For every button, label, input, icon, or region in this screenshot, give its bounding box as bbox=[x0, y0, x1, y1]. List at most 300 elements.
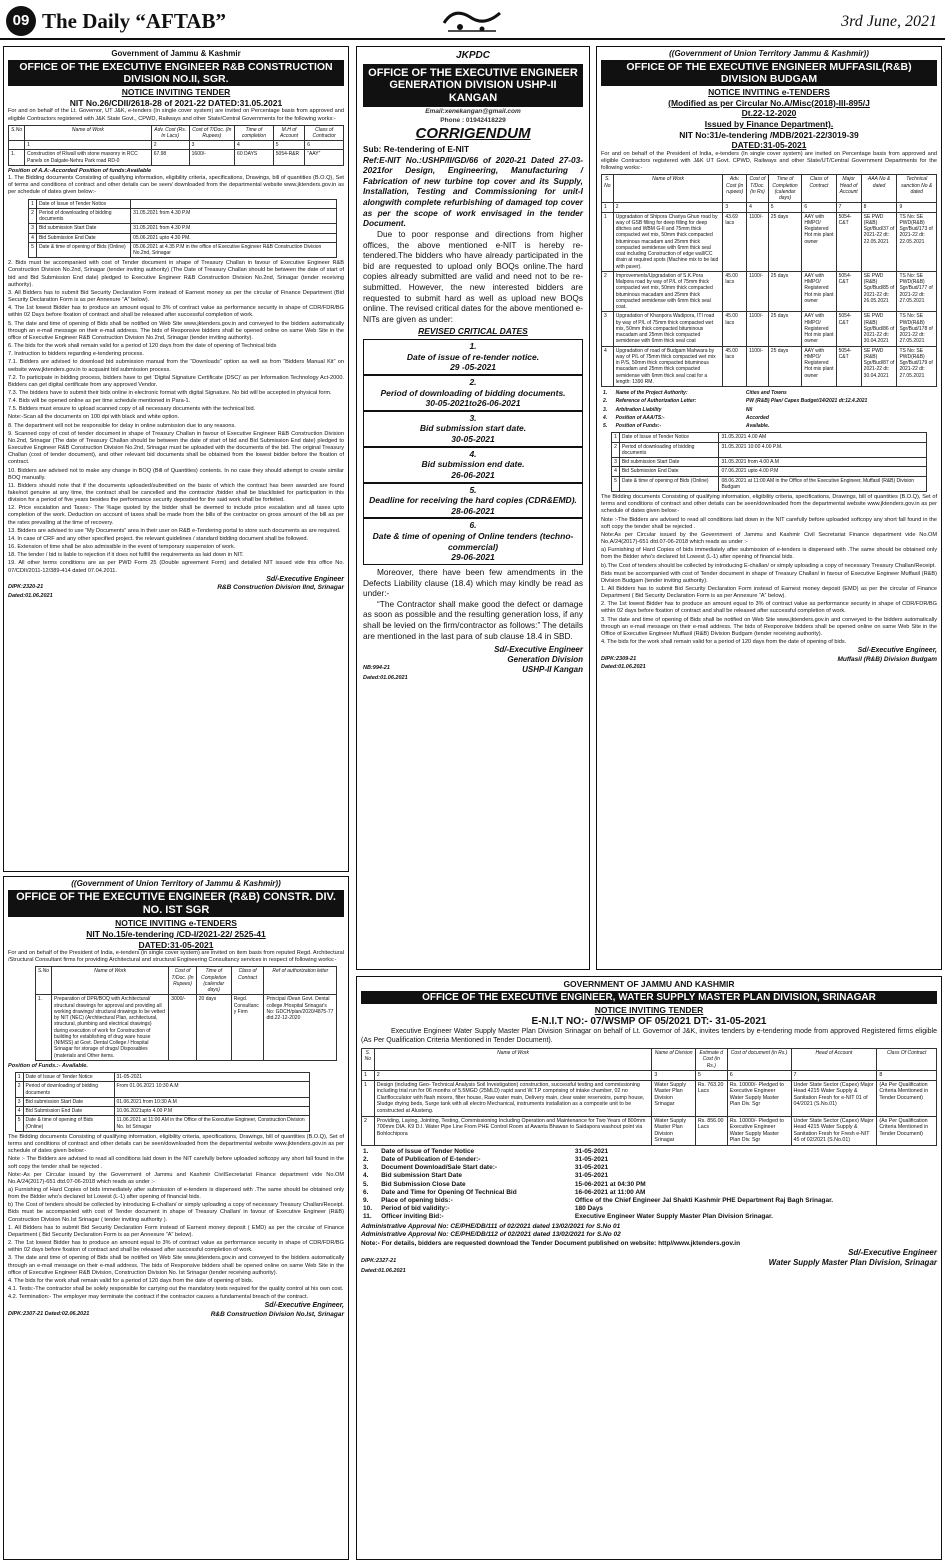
newspaper-title: The Daily “AFTAB” bbox=[42, 9, 226, 33]
column-header: Adv. Cost (Rs. In Lacs) bbox=[151, 125, 189, 141]
table-cell: 31.05.2021 from 4.30 P.M bbox=[131, 224, 337, 233]
office-title: OFFICE OF THE EXECUTIVE ENGINEER GENERATION DIVISION USHP-II KANGAN bbox=[363, 64, 583, 108]
table-cell: Bid submission Start Date bbox=[619, 458, 719, 467]
table-row bbox=[601, 406, 937, 414]
table-cell: 2 bbox=[362, 1116, 375, 1145]
paragraph: 12. Price escalation and Taxes:- The %age quoted by the bidder shall be deemed to include price escalation and all taxes upto completion of the work. Deduction on account of taxes shall be made from the bills of the contractor on gross amount of the bill as per the rates prevailing at the time of recovery. bbox=[8, 505, 344, 526]
paragraph: 7.1. Bidders are advised to download bid submission manual from the “Downloads” option as well as from “Bidders Manual Kit” on website www.jktenders.gov.in to acquaint bid submission process. bbox=[8, 359, 344, 373]
table-cell: 4 bbox=[612, 467, 620, 476]
column-header: Cost of document (in Rs.) bbox=[727, 1049, 791, 1071]
table-cell: Rs. 10000/- Pledged to Executive Engineer Water Supply Master Plan Div. Sgr bbox=[727, 1080, 791, 1116]
table-cell: 60 DAYS bbox=[235, 150, 274, 166]
table-cell: Bid Submission End Date bbox=[23, 1107, 114, 1116]
nb-number: NB:994-21 bbox=[363, 665, 390, 672]
revised-date-value: 29-06-2021 bbox=[451, 552, 495, 563]
subject-line: Sub: Re-tendering of E-NIT bbox=[363, 144, 470, 155]
government-line: Government of Jammu & Kashmir bbox=[111, 49, 241, 58]
notice-intro: Executive Engineer Water Supply Master Plan Division Srinagar on behalf of Lt. Governor of J&K, invites tenders by e-tendering mode from approved Registered firms eligible (As Per Qualification Criteria Mentioned in Tender Document). bbox=[361, 1028, 937, 1045]
paragraph: 16. Extension of time shall be also admissible in the event of temporary suspension of work. bbox=[8, 544, 236, 551]
info-cell: Cities and Towns bbox=[745, 390, 787, 397]
table-cell: SE PWD (R&B) Sgr/Bud/37 of 2021-22 dt: 22.05.2021 bbox=[861, 212, 897, 271]
column-header: Ref of authorization letter bbox=[264, 967, 337, 995]
table-row bbox=[15, 1082, 310, 1098]
table-row bbox=[361, 1181, 937, 1189]
dipk-number: DIPK:2320-21 bbox=[8, 584, 44, 591]
table-cell: 31.05.2021 from 4.30 P.M bbox=[131, 208, 337, 224]
table-row bbox=[361, 1172, 937, 1180]
paragraph: 14. In case of CRF and any other specified project. the relevant guidelines / standard bidding document shall be followed. bbox=[8, 535, 309, 542]
notice-intro: For and on behalf of the President of India, e-tenders (in single cover system) are invited on item basis from reputed Regd. Architectural /Structural Consultant firms for providing Architectural and structural Engineering Consultancy services in respect of following works:- bbox=[8, 950, 344, 964]
notice-intro: For and on behalf of the Lt. Governor, UT J&K, e-tenders (In single cover system) are invited on Percentage basis from approved and eligible Contractors registered with J&K State Govt., CPWD, Railways and other State/Central Governments for the following works:- bbox=[8, 108, 344, 122]
table-cell: Date & time of opening of Bids (Online) bbox=[23, 1116, 114, 1132]
notice-dated: Dated:01.06.2021 bbox=[601, 664, 646, 671]
table-cell: 3 bbox=[612, 458, 620, 467]
table-cell: 31.05.2021 from 4.00 A.M bbox=[719, 458, 926, 467]
table-cell: Upgradation of Khanpora Wadipora, ITI road by way of P/L of 75mm thick compacted wet mix, 50mm thick compacted bituminous macadam and 25mm thick compacted semidense with 6mm thick seal coat bbox=[613, 312, 723, 346]
table-cell: SE PWD (R&B) Sgr/Bud/85 of 2021-22 dt: 26.05.2021 bbox=[861, 271, 897, 312]
table-cell: Water Supply Master Plan Division Srinagar bbox=[652, 1116, 695, 1145]
date-cell: 15-06-2021 at 04:30 PM bbox=[574, 1180, 646, 1188]
table-row bbox=[602, 212, 937, 271]
signatory-location: USHP-II Kangan bbox=[522, 665, 583, 675]
revised-date-label: 3. bbox=[469, 412, 477, 423]
project-info bbox=[601, 389, 937, 430]
table-cell: 2 bbox=[29, 208, 37, 224]
table-cell: 3 bbox=[29, 224, 37, 233]
date-cell: Date of Issue of Tender Notice bbox=[381, 1148, 475, 1155]
notice-body bbox=[8, 260, 344, 574]
table-cell: Rs. 856.00 Lacs bbox=[695, 1116, 727, 1145]
notice-title: NOTICE INVITING e-TENDERS bbox=[115, 918, 237, 929]
revised-date-box bbox=[363, 518, 583, 565]
nit-number: E-N.I.T NO:- 07/WSMP OF 05/2021 DT:- 31-05-2021 bbox=[531, 1015, 767, 1027]
paragraph: 9. Scanned copy of cost of tender document in shape of Treasury Challan in favour of Executive Engineer R&B Construction Division No.2nd, Srinagar (The date of Treasury Challan should be between the date of start of bid and Bid Submission End date) pledged to Executive Engineer R&B Construction Division No.2nd, Srinagar must be uploaded with the documents of the bid. The original Treasury Challan (cost of tender document), and other relevant bid documents shall be obtained from the lowest bidder before the fixation of contract. bbox=[8, 430, 344, 466]
column-number: 2 bbox=[613, 203, 723, 212]
paragraph: a) Furnishing of Hard Copies of bids immediately after submission of e-tenders is dispensed with .The same should be obtained only from the Bidder who's declared Ist Lowest (L-1) after opening of financial bids. bbox=[8, 1186, 344, 1201]
table-cell: Date of Issue of Tender Notice bbox=[36, 199, 130, 208]
modification-line-2: Dt.22-12-2020 bbox=[741, 108, 797, 119]
notice-title: NOTICE INVITING TENDER bbox=[594, 1005, 704, 1016]
table-cell: Preparation of DPR/BOQ with Architectural/ structural drawings for approval and providing all working drawings/ structural drawings to be vetted by NIT (NEC) (Architectural Plan, architectural, structural, plumbing and electrical drawings) during execution of work for Construction of building for establishing of drug ware house (NIMSS) at Govt. Dental College / Hospital Srinagar for storage of drugs/ Disposables (materials and Other items. bbox=[52, 995, 169, 1061]
column-header: Name of Division bbox=[652, 1049, 695, 1071]
notice-dated: Dated:01.06.2021 bbox=[361, 1268, 406, 1275]
table-cell: 5054-R&R bbox=[273, 150, 305, 166]
table-row bbox=[361, 1205, 937, 1213]
table-cell: 1 bbox=[15, 1073, 23, 1082]
date-cell: 6. bbox=[363, 1188, 369, 1196]
table-cell: 45.00 lacs bbox=[723, 271, 747, 312]
notice-title: NOTICE INVITING e-TENDERS bbox=[708, 87, 830, 98]
date-cell: Date of Publication of E-tender:- bbox=[381, 1156, 481, 1164]
column-number: 1 bbox=[25, 141, 152, 150]
paragraph: 4. The bids for the work shall remain valid for a period of 120 days from the date of opening of bids. bbox=[8, 1277, 254, 1284]
table-cell: 31.05.2021 4.00 AM bbox=[719, 433, 926, 442]
paragraph: 7. Instruction to bidders regarding e-tendering process. bbox=[8, 351, 144, 358]
table-cell: AAY with HMPO/ Registered Hot mix plant owner bbox=[802, 271, 836, 312]
column-header: Head of Account bbox=[791, 1049, 877, 1071]
table-cell: 20 days bbox=[196, 995, 231, 1061]
table-cell: Rs. 763.20 Lacs bbox=[695, 1080, 727, 1116]
modification-line-1: (Modified as per Circular No.A/Misc(2018)-III-895/J bbox=[668, 97, 870, 108]
table-row bbox=[29, 242, 337, 258]
table-cell: 45.00 lacs bbox=[723, 312, 747, 346]
paragraph: 5. The date and time of opening of Bids shall be notified on Web Site www.jktenders.gov.in and conveyed to the bidders automatically through an e-mail message on their e-mail address. The bids of Responsive bidders shall be opened online on same Web Site in the office of Executive Engineer R&B Construction Division No.2nd, Srinagar (tender inviting authority). bbox=[8, 320, 344, 341]
table-cell: 5054- C&T bbox=[836, 346, 861, 387]
column-header: Adv. Cost (in rupees) bbox=[723, 175, 747, 203]
revised-date-box bbox=[363, 411, 583, 447]
column-header: Name of Work bbox=[613, 175, 723, 203]
table-cell: 1. bbox=[9, 150, 25, 166]
revised-date-label: Period of downloading of bidding documents. bbox=[380, 387, 566, 398]
schedule-table bbox=[611, 432, 927, 492]
table-cell: Date of Issue of Tender Notice bbox=[619, 433, 719, 442]
column-number: 5 bbox=[695, 1070, 727, 1080]
revised-date-box bbox=[363, 447, 583, 483]
table-cell: 05.06.2021 at 4.35 P.M in the office of Executive Engineer R&B Construction Division No.2nd, Srinagar bbox=[131, 242, 337, 258]
table-row bbox=[362, 1116, 937, 1145]
table-cell: 3000/- bbox=[169, 995, 196, 1061]
table-cell: 5054- C&T bbox=[836, 212, 861, 271]
table-cell: Bid submission Start Date bbox=[23, 1097, 114, 1106]
revised-date-value: 30-05-2021 bbox=[451, 434, 495, 445]
column-header: Cost of T/Doc. (In Rupees) bbox=[169, 967, 196, 995]
table-cell: TS No: SE PWD(R&B) Sgr/Bud/177 of 2021-22 dt: 27.05.2021 bbox=[897, 271, 937, 312]
revised-date-label: Bid submission end date. bbox=[421, 459, 525, 470]
date-cell: 2. bbox=[363, 1156, 369, 1164]
column-header: Name of Work bbox=[374, 1049, 652, 1071]
column-number: 8 bbox=[877, 1070, 937, 1080]
table-row bbox=[361, 1148, 937, 1156]
table-cell: Upgradation of road of Budgam Mahwara by way of P/L of 75mm thick compacted wet mix in P/S, 50mm thick compacted bituminous macadam and 25mm thick compacted semidense with 6mm thick seal coat for a length: 1390 RM. bbox=[613, 346, 723, 387]
column-header: Cost of T/Doc. (in Rs) bbox=[747, 175, 769, 203]
schedule-table bbox=[28, 199, 337, 259]
paragraph: Note :- The Bidders are advised to read all conditions laid down in the NIT carefully before uploaded softcopy any short fall found in the soft copy the tender shall be rejected . bbox=[8, 1156, 344, 1170]
dipk-number: DIPK:2309-21 bbox=[601, 655, 637, 662]
paragraph: Note:-Scan all the documents on 100 dpi with black and white option. bbox=[8, 414, 180, 421]
page-number: 09 bbox=[6, 6, 36, 36]
info-cell: Name of the Project Authority: bbox=[615, 390, 688, 397]
paragraph: 4. The 1st lowest Bidder has to produce an amount equal to 3% of contract value as performance security in shape of CDR/FDR/BG within 02 Days before fixation of contract and shall be released after successful completion of work. bbox=[8, 305, 344, 319]
paragraph: 7.5. Bidders must ensure to upload scanned copy of all necessary documents with the technical bid. bbox=[8, 406, 256, 413]
info-cell: 4. bbox=[603, 414, 608, 421]
table-row bbox=[362, 1080, 937, 1116]
table-cell: TS No: SE PWD(R&B) Sgr/Bud/178 of 2021-22 dt: 27.05.2021 bbox=[897, 312, 937, 346]
table-cell: From 01.06.2021 10:30 A.M bbox=[114, 1082, 310, 1098]
column-number: 3 bbox=[189, 141, 234, 150]
revised-date-label: 5. bbox=[469, 484, 477, 495]
date-cell: 31-05-2021 bbox=[574, 1156, 609, 1164]
paragraph: 11. Bidders should note that if the documents uploaded/submitted on the basis of which the contract has been awarded are found fake/not genuine at any time, the contract shall be cancelled and the contractor /bidder shall be blacklisted for participation in this division for a period of five years besides the performance security deposited for the said work shall be forfeited. bbox=[8, 482, 344, 504]
tender-notice-muffasil-budgam bbox=[596, 46, 942, 970]
column-number: 4 bbox=[235, 141, 274, 150]
signatory-division: Generation Division bbox=[507, 655, 583, 665]
table-row bbox=[361, 1164, 937, 1172]
revised-date-value: 26-06-2021 bbox=[451, 469, 495, 480]
date-cell: Bid submission Start Date bbox=[381, 1172, 463, 1180]
table-cell: 01.06.2021 from 10:30 A.M bbox=[114, 1097, 310, 1106]
column-header: Name of Work bbox=[25, 125, 152, 141]
date-cell: 16-06-2021 at 11:00 AM bbox=[574, 1188, 646, 1196]
table-row bbox=[612, 476, 927, 492]
table-cell: 4 bbox=[29, 233, 37, 242]
table-cell: 1 bbox=[612, 433, 620, 442]
date-cell: Bid Submission Close Date bbox=[381, 1180, 466, 1188]
date-cell: Period of bid validity:- bbox=[381, 1204, 450, 1212]
table-cell: 11.06.2021 at 11:00 AM in the Office of the Executive Engineer, Construction Division No. Ist Srinagar bbox=[114, 1116, 310, 1132]
column-header: Cost of T/Doc. (In Rupees) bbox=[189, 125, 234, 141]
table-cell: 25 days bbox=[768, 212, 802, 271]
date-cell: 5. bbox=[363, 1180, 369, 1188]
table-cell: Under State Sector (Capex) Major Head 4215 Water Supply & Sanitation Fresh for e-NIT 01 of 04/2021 (S.No.01) bbox=[791, 1080, 877, 1116]
column-number: 5 bbox=[273, 141, 305, 150]
table-cell: Regd. Consultanc y Firm bbox=[231, 995, 264, 1061]
column-header: S. No bbox=[602, 175, 614, 203]
admin-approval-1: Administrative Approval No: CE/PHE/DB/111 of 02/2021 dated 13/02/2021 for S.No 01 bbox=[361, 1223, 621, 1231]
signatory-office: Muffasil (R&B) Division Budgam bbox=[837, 655, 937, 663]
table-cell: 31.05.2021 10:00 4.00 P.M. bbox=[719, 442, 926, 458]
date-cell: Date and Time for Opening Of Technical Bid bbox=[381, 1188, 517, 1196]
notice-intro: For and on behalf of the President of India, e-tenders (In single cover system) are invited on Percentage basis from approved and eligible Contractors registered with J&K UT Govt. CPWD, Railways and other State/UT/Central Government Departments for the following works:- bbox=[601, 150, 937, 172]
column-header: AAA No & dated bbox=[861, 175, 897, 203]
office-email: Email:xenekangan@gmail.com bbox=[425, 108, 521, 116]
paragraph: 1. All Bidders has to submit Bid Security Declaration Form instead of Earnest money deposit (EMD) as per the circular of Finance Department ( Bid Security Declaration Form is as per Annexure “A” below). bbox=[601, 585, 937, 600]
table-cell: 05.06.2021 upto 4.30 PM. bbox=[131, 233, 337, 242]
table-cell: 1 bbox=[602, 212, 614, 271]
paragraph: 4.1. Tests:-The contractor shall be solely responsible for carrying out the mandatory tests required for the quality control at his own cost. bbox=[8, 1286, 344, 1292]
revised-dates-list bbox=[363, 339, 583, 565]
table-row bbox=[29, 199, 337, 208]
date-cell: 9. bbox=[363, 1196, 369, 1204]
table-cell: TS No: SE PWD(R&B) Sgr/Bud/173 of 2021-22 dt: 22.05.2021 bbox=[897, 212, 937, 271]
column-header: S.No bbox=[9, 125, 25, 141]
paragraph: 8. The department will not be responsible for delay in online submission due to any reasons. bbox=[8, 422, 236, 429]
table-cell: 2 bbox=[612, 442, 620, 458]
paragraph: 13. Bidders are advised to use “My Documents” area in their user on R&B e-Tendering portal to store such documents as are required. bbox=[8, 527, 341, 534]
table-cell: Rs. 10000/- Pledged to Executive Engineer Water Supply Master Plan Div. Sgr bbox=[727, 1116, 791, 1145]
date-cell: 31-05-2021 bbox=[574, 1148, 609, 1155]
table-cell: (As Per Qualification Criteria Mentioned in Tender Document) bbox=[877, 1080, 937, 1116]
table-cell: Period of downloading of bidding documents bbox=[23, 1082, 114, 1098]
masthead-logo-icon bbox=[440, 3, 504, 37]
table-cell: Date of Issue of Tender Notice bbox=[23, 1073, 114, 1082]
paragraph: 1. All Bidders has to submit Bid Security Declaration Form instead of Earnest money deposit ( EMD) as per the circular of Finance Department ( Bid Security Declaration Form is as per Annexure “A” below). bbox=[8, 1224, 344, 1238]
table-cell: Date & time of opening of Bids (Online) bbox=[619, 476, 719, 492]
table-cell: 1600/- bbox=[189, 150, 234, 166]
schedule-intro: 1. The Bidding documents Consisting of qualifying information, eligibility criteria, specifications, Drawings, bill of quantities (B.O.Q), Set of terms and conditions of contract and other details can be seen/ downloaded from the departmental website www.jktenders.gov.in as per schedule of dates given below:- bbox=[8, 175, 344, 196]
notice-dated: Dated:01.06.2021 bbox=[363, 675, 408, 682]
office-phone: Phone : 01942418229 bbox=[440, 116, 506, 124]
schedule-table bbox=[15, 1072, 311, 1132]
table-cell: Under State Sector (Capex) Major Head 4215 Water Supply & Sanitation Fresh for Fresh e-NIT 45 of 02/2021 (S.No.01) bbox=[791, 1116, 877, 1145]
works-table bbox=[35, 966, 337, 1061]
column-number: 1 bbox=[602, 203, 614, 212]
column-number: 3 bbox=[652, 1070, 695, 1080]
info-cell: 2. bbox=[603, 398, 608, 405]
revised-date-value: 29 -05-2021 bbox=[450, 362, 496, 373]
signatory-office: R&B Construction Division No.Ist, Srinagar bbox=[210, 1311, 344, 1319]
table-cell: 08.06.2021 at 11:00 AM in the Office of the Executive Engineer, Muffasil (R&B) Division Budgam bbox=[719, 476, 926, 492]
date-cell: 10. bbox=[363, 1204, 373, 1212]
paragraph: 2. The 1st lowest Bidder has to produce an amount equal to 3% of contract value as performance security in shape of CDR/FDR/BG within 02 days before fixation of contract and shall be released after successful completion of work. bbox=[8, 1240, 344, 1254]
signatory: Sd/-Executive Engineer bbox=[266, 575, 344, 583]
revised-date-label: 6. bbox=[469, 520, 477, 531]
paragraph: b) The Cost of tenders should be collected by introducing E-challan/ or simply uploading a copy of necessary Treasury Challan/Receipt. Bids must be accompanied with cost of Tender document in shape of Treasury Challan/ in favour of Executive Engineer (R&B) Construction Division No.Ist Srinagar ( tender inviting authority ). bbox=[8, 1202, 344, 1223]
office-title: OFFICE OF THE EXECUTIVE ENGINEER, WATER SUPPLY MASTER PLAN DIVISION, SRINAGAR bbox=[361, 991, 937, 1005]
jkpdc-logo: JKPDC bbox=[456, 50, 490, 61]
column-header: Class of Contract bbox=[231, 967, 264, 995]
table-row bbox=[15, 1097, 310, 1106]
paragraph: 4. The bids for the work shall remain valid for a period of 120 days from the date of opening of bids. bbox=[601, 639, 847, 646]
paragraph: 10. Bidders are advised not to make any change in BOQ (Bill of Quantities) contents. In no case they should attempt to create similar BOQ manually. bbox=[8, 467, 344, 481]
table-cell: 1100/- bbox=[747, 271, 769, 312]
column-number-row bbox=[602, 203, 937, 212]
corrigendum-body: Due to poor response and directions from higher offices, the above mentioned e-NIT is hereby re-tendered.The bidders who have already participated in the bid are requested to upload only BOQs online.The hard copies already submitted are valid and need not to be re-submitted. However, the new interested bidders are requested to submit hard as well as upload new BOQs online. The revised critical dates for the above mentioned e-NITs are given as under: bbox=[363, 228, 583, 324]
date-cell: Office of the Chief Engineer Jal Shakti Kashmir PHE Department Raj Bagh Srinagar. bbox=[574, 1196, 834, 1204]
column-header: Class Of Contract bbox=[877, 1049, 937, 1071]
government-line: GOVERNMENT OF JAMMU AND KASHMIR bbox=[563, 979, 735, 989]
paragraph: 7.4. Bids will be opened online as per time schedule mentioned in Para-1. bbox=[8, 398, 191, 405]
paragraph: Note:As per Circular issued by the Government of Jammu and Kashmir Civil Secretariat Finance department vide No.OM No.A/24(2017)-651 dtd.07-06-2018 which reads as under :- bbox=[601, 531, 937, 546]
dipk-number: DIPK:2307-21 Dated:02.06.2021 bbox=[8, 1311, 90, 1318]
signatory: Sd/-Executive Engineer, bbox=[857, 647, 937, 655]
column-header: Major Head of Account bbox=[836, 175, 861, 203]
table-cell bbox=[131, 199, 337, 208]
government-line: ((Government of Union Territory of Jammu & Kashmir)) bbox=[71, 879, 281, 888]
date-cell: Place of opening bids:- bbox=[381, 1196, 453, 1204]
column-number: 9 bbox=[897, 203, 937, 212]
issue-date: 3rd June, 2021 bbox=[841, 13, 937, 30]
table-cell: Bid Submission End Date bbox=[619, 467, 719, 476]
info-cell: Available. bbox=[745, 423, 770, 430]
paragraph: 4.2. Termination:- The employer may terminate the contract if the contractor causes a fundamental breach of the contract. bbox=[8, 1294, 309, 1301]
column-number-row bbox=[362, 1070, 937, 1080]
column-header: Class of Contractor bbox=[305, 125, 344, 141]
column-number: 7 bbox=[836, 203, 861, 212]
revised-date-value: 28-06-2021 bbox=[451, 505, 495, 516]
works-table bbox=[361, 1048, 937, 1146]
paragraph: 2. Bids must be accompanied with cost of Tender document in shape of Treasury Challan in favour of Executive Engineer R&B Construction Division No.2nd, Srinagar (tender inviting authority) (The Date of Treasury Challan should be between the date of start of bid and Bid Submission End date) pledged to Executive Engineer R&B Construction Division No.2nd, Srinagar (tender receiving authority). bbox=[8, 260, 344, 288]
table-cell bbox=[9, 141, 25, 150]
table-cell: 31-05-2021 bbox=[114, 1073, 310, 1082]
table-row bbox=[15, 1107, 310, 1116]
table-row bbox=[612, 433, 927, 442]
paragraph: 3. All Bidders has to submit Bid Security Declaration Form instead of Earnest money as per the circular of Finance Department (Bid Security Declaration Form is as per Annexure “A” below). bbox=[8, 289, 344, 304]
admin-approval-2: Administrative Approval No: CE/PHE/DB/112 of 02/2021 dated 13/02/2021 for S.No 02 bbox=[361, 1231, 621, 1239]
funds-position: Position of Funds.:- Available. bbox=[8, 1062, 88, 1069]
column-number: 2 bbox=[374, 1070, 652, 1080]
nit-number: NIT No:31/e-tendering /MDB/2021-22/3019-39 bbox=[679, 129, 859, 140]
dipk-number: DIPK:2327-21 bbox=[361, 1258, 397, 1265]
table-cell: 5 bbox=[612, 476, 620, 492]
signatory-office: R&B Construction Division IInd, Srinagar bbox=[217, 584, 344, 592]
revised-date-value: 30-05-2021to26-06-2021 bbox=[425, 398, 521, 409]
table-row bbox=[602, 312, 937, 346]
table-cell: 5 bbox=[15, 1116, 23, 1132]
table-row bbox=[15, 1116, 310, 1132]
date-cell: 4. bbox=[363, 1172, 369, 1180]
table-cell: 1 bbox=[29, 199, 37, 208]
revised-date-label: Deadline for receiving the hard copies (CDR&EMD). bbox=[369, 495, 577, 506]
table-cell: 2 bbox=[15, 1082, 23, 1098]
download-note: Note:- For details, bidders are requested download the Tender Document published on website: http//www.jktenders.gov.in bbox=[361, 1239, 741, 1247]
table-cell: 45.00 lacs bbox=[723, 346, 747, 387]
table-cell: 3 bbox=[15, 1097, 23, 1106]
works-table bbox=[8, 125, 344, 166]
works-table bbox=[601, 174, 937, 387]
notice-body bbox=[8, 1134, 344, 1301]
table-row bbox=[602, 346, 937, 387]
office-title: OFFICE OF THE EXECUTIVE ENGINEER MUFFASIL(R&B) DIVISION BUDGAM bbox=[601, 60, 937, 86]
revised-date-box bbox=[363, 339, 583, 375]
table-cell: AAY with HMPO/ Registered Hot mix plant owner bbox=[802, 212, 836, 271]
table-cell: 1100/- bbox=[747, 312, 769, 346]
table-cell: Design (including Geo- Technical Analysis Soil Investigation) construction, successful testing and commissioning including trial run for 06 months of 5.5MGD (25MLD) rapid sand W.T.P comprising of intake chamber, 02 no Clariflocculator with flash mixers, filter house, Raw water main, Delivery main, clear water reservoirs, pump house, Sludge drying beds, Surge tank with all electro Mechanical, instruments installation as a composite unit to be constructed at Alusteng. bbox=[374, 1080, 652, 1116]
table-row bbox=[601, 389, 937, 397]
date-cell: Executive Engineer Water Supply Master Plan Division Srinagar. bbox=[574, 1213, 773, 1220]
page-header bbox=[0, 0, 945, 40]
table-row bbox=[601, 414, 937, 422]
info-cell: Arbitration Liability bbox=[615, 406, 662, 413]
nit-date: DATED:31-05-2021 bbox=[138, 939, 214, 950]
position-line: Position of A.A:-Accorded Position of funds:Available bbox=[8, 167, 152, 174]
amendment-note: Moreover, there have been few amendments in the Defects Liability clause (18.4) which may kindly be read as under:- bbox=[363, 566, 583, 599]
table-cell: AAY with HMPO/ Registered Hot mix plant owner bbox=[802, 346, 836, 387]
column-header: Class of Contract bbox=[802, 175, 836, 203]
paragraph: The Bidding documents Consisting of qualifying information, eligibility criteria, specifications, Drawings, bill of quantities (B.O.Q), Set of terms and conditions of contract and other details can be seen/downloaded from the departmental website www.jktenders.gov.in as per schedule of dates given below:- bbox=[601, 494, 937, 515]
info-cell: 3. bbox=[603, 406, 608, 413]
table-cell: AAY with HMPO/ Registered Hot mix plant owner bbox=[802, 312, 836, 346]
column-header: S. No bbox=[362, 1049, 375, 1071]
table-row bbox=[29, 224, 337, 233]
info-cell: 1. bbox=[603, 390, 608, 397]
revised-date-label: 1. bbox=[469, 341, 477, 352]
table-cell: 1100/- bbox=[747, 346, 769, 387]
table-cell: Providing, Laying, Jointing, Testing, Commissioning Including Operation and Maintenance for Two Years of 800mm 700mm DIA. K9 D.I. Water Pipe Line From PHE Control Room at Awanta Bhawan to Saidapora washout point via Bohlochipora bbox=[374, 1116, 652, 1145]
table-cell: Principal /Dean Govt. Dental college /Hospital Srinagar's No: GDCH/plan/2020/4875-77 dtd.22-12-2020 bbox=[264, 995, 337, 1061]
signatory: Sd/-Executive Engineer bbox=[494, 645, 583, 655]
paragraph: 6. The bids for the work shall remain valid for a period of 120 days from the date of opening of Technical bids bbox=[8, 343, 277, 350]
paragraph: a) Furnishing of Hard Copies of bids immediately after submission of e-tenders is dispensed with .The same should be obtained only from the Bidder who's declared Ist Lowest (L-1) after opening of financial bids. bbox=[601, 547, 937, 561]
table-cell: 67.98 bbox=[151, 150, 189, 166]
nit-number: NIT No.26/CDII/2618-28 of 2021-22 DATED:31.05.2021 bbox=[69, 97, 283, 108]
paragraph: Note:-As per Circular issued by the Government of Jammu and Kashmir CivilSecretariat Finance department vide No.OM No.A/24(2017)-651 dtd.07-06-2018 which reads as under :- bbox=[8, 1171, 344, 1185]
table-row bbox=[601, 397, 937, 405]
table-cell: SE PWD (R&B) Sgr/Bud/86 of 2021-22 dt: 30.04.2021 bbox=[861, 312, 897, 346]
paragraph: Note :-The Bidders are advised to read all conditions laid down in the NIT carefully before uploaded softcopy any short fall found in the soft copy the tender shall be rejected . bbox=[601, 516, 937, 530]
table-row bbox=[602, 271, 937, 312]
column-number: 6 bbox=[727, 1070, 791, 1080]
table-row bbox=[15, 1073, 310, 1082]
office-title: OFFICE OF THE EXECUTIVE ENGINEER (R&B) CONSTR. DIV. NO. IST SGR bbox=[8, 890, 344, 917]
info-cell: Position of Funds:- bbox=[615, 423, 662, 430]
paragraph: 19. All other terms conditions are as per PWD Form 25 (Double agreement Form) and detailed NIT issued vide this office No. 07/CDII/2011-12/389-414 dated 07.04.2011. bbox=[8, 560, 344, 574]
paragraph: The Bidding documents Consisting of qualifying information, eligibility criteria, specifications, Drawings, bill of quantities (B.O.Q), Set of terms and conditions of contract and other details can be seen/downloaded from the departmental website www.jktenders.gov.in as per schedule of dates given below:- bbox=[8, 1133, 344, 1155]
table-cell: 1 bbox=[362, 1080, 375, 1116]
table-cell: 1. bbox=[35, 995, 51, 1061]
table-cell: 25 days bbox=[768, 312, 802, 346]
table-cell: 3 bbox=[602, 312, 614, 346]
table-cell: 2 bbox=[602, 271, 614, 312]
info-cell: 5. bbox=[603, 423, 608, 430]
table-row bbox=[361, 1213, 937, 1221]
column-header: M.H of Account bbox=[273, 125, 305, 141]
table-cell: Period of downloading of bidding documents bbox=[619, 442, 719, 458]
paragraph: 7.3. The bidders have to submit their bids online in electronic format with digital Signature. No bid will be accepted in physical form. bbox=[8, 389, 332, 396]
table-row bbox=[361, 1156, 937, 1164]
table-row bbox=[361, 1197, 937, 1205]
table-row bbox=[612, 467, 927, 476]
revised-date-label: Date of issue of re-tender notice. bbox=[406, 351, 540, 362]
